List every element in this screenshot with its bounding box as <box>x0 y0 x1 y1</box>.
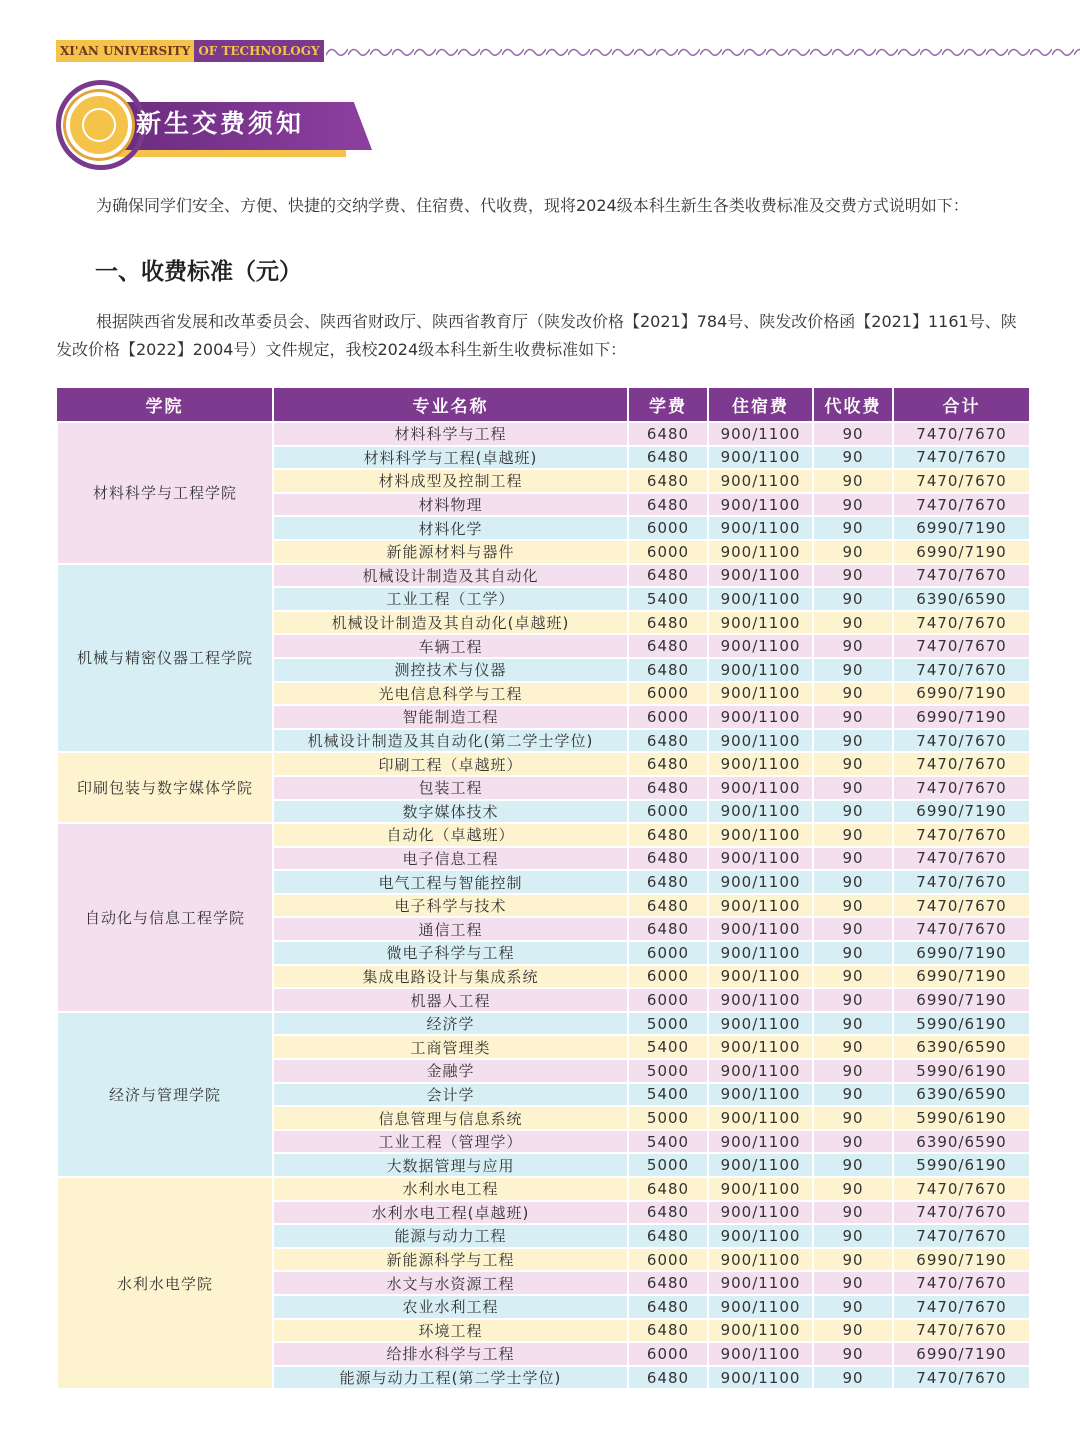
tuition-cell: 6480 <box>628 894 708 918</box>
agency-fee-cell: 90 <box>813 516 893 540</box>
dorm-fee-cell: 900/1100 <box>708 516 813 540</box>
tuition-cell: 5400 <box>628 1130 708 1154</box>
dorm-fee-cell: 900/1100 <box>708 988 813 1012</box>
agency-fee-cell: 90 <box>813 1035 893 1059</box>
agency-fee-cell: 90 <box>813 1319 893 1343</box>
dorm-fee-cell: 900/1100 <box>708 1012 813 1036</box>
dorm-fee-cell: 900/1100 <box>708 1319 813 1343</box>
tuition-cell: 6000 <box>628 941 708 965</box>
dorm-fee-cell: 900/1100 <box>708 446 813 470</box>
decorative-wave-border <box>326 43 1080 59</box>
agency-fee-cell: 90 <box>813 847 893 871</box>
college-cell: 机械与精密仪器工程学院 <box>57 564 273 753</box>
dorm-fee-cell: 900/1100 <box>708 540 813 564</box>
major-cell: 印刷工程（卓越班） <box>273 752 628 776</box>
major-cell: 水文与水资源工程 <box>273 1271 628 1295</box>
agency-fee-cell: 90 <box>813 1059 893 1083</box>
agency-fee-cell: 90 <box>813 469 893 493</box>
total-cell: 6990/7190 <box>893 1248 1029 1272</box>
dorm-fee-cell: 900/1100 <box>708 1177 813 1201</box>
total-cell: 6990/7190 <box>893 965 1029 989</box>
dorm-fee-cell: 900/1100 <box>708 1035 813 1059</box>
total-cell: 5990/6190 <box>893 1106 1029 1130</box>
tuition-cell: 6480 <box>628 752 708 776</box>
total-cell: 6990/7190 <box>893 941 1029 965</box>
dorm-fee-cell: 900/1100 <box>708 611 813 635</box>
fee-table <box>56 388 1029 1388</box>
major-cell: 工业工程（工学） <box>273 587 628 611</box>
agency-fee-cell: 90 <box>813 752 893 776</box>
tuition-cell: 5400 <box>628 1083 708 1107</box>
major-cell: 机械设计制造及其自动化(卓越班) <box>273 611 628 635</box>
college-cell: 印刷包装与数字媒体学院 <box>57 752 273 823</box>
tuition-cell: 6480 <box>628 847 708 871</box>
agency-fee-cell: 90 <box>813 894 893 918</box>
major-cell: 材料物理 <box>273 493 628 517</box>
dorm-fee-cell: 900/1100 <box>708 1224 813 1248</box>
major-cell: 经济学 <box>273 1012 628 1036</box>
major-cell: 水利水电工程 <box>273 1177 628 1201</box>
tuition-cell: 5400 <box>628 587 708 611</box>
dorm-fee-cell: 900/1100 <box>708 658 813 682</box>
tuition-cell: 6480 <box>628 870 708 894</box>
agency-fee-cell: 90 <box>813 870 893 894</box>
tuition-cell: 6480 <box>628 776 708 800</box>
tuition-cell: 6480 <box>628 1177 708 1201</box>
agency-fee-cell: 90 <box>813 1248 893 1272</box>
major-cell: 车辆工程 <box>273 634 628 658</box>
dorm-fee-cell: 900/1100 <box>708 564 813 588</box>
header-tuition: 学费 <box>628 388 708 422</box>
major-cell: 材料化学 <box>273 516 628 540</box>
college-cell: 水利水电学院 <box>57 1177 273 1388</box>
total-cell: 6390/6590 <box>893 1130 1029 1154</box>
title-underline <box>116 150 346 157</box>
total-cell: 7470/7670 <box>893 634 1029 658</box>
tuition-cell: 5000 <box>628 1012 708 1036</box>
agency-fee-cell: 90 <box>813 705 893 729</box>
dorm-fee-cell: 900/1100 <box>708 587 813 611</box>
tuition-cell: 6000 <box>628 800 708 824</box>
agency-fee-cell: 90 <box>813 446 893 470</box>
dorm-fee-cell: 900/1100 <box>708 752 813 776</box>
total-cell: 7470/7670 <box>893 917 1029 941</box>
agency-fee-cell: 90 <box>813 1106 893 1130</box>
section-title: 新生交费须知 <box>136 109 305 138</box>
major-cell: 智能制造工程 <box>273 705 628 729</box>
dorm-fee-cell: 900/1100 <box>708 705 813 729</box>
tuition-cell: 6000 <box>628 540 708 564</box>
table-header-row <box>57 388 1029 422</box>
agency-fee-cell: 90 <box>813 540 893 564</box>
tuition-cell: 6480 <box>628 658 708 682</box>
major-cell: 材料科学与工程 <box>273 422 628 446</box>
total-cell: 6990/7190 <box>893 516 1029 540</box>
agency-fee-cell: 90 <box>813 776 893 800</box>
tuition-cell: 6480 <box>628 493 708 517</box>
total-cell: 7470/7670 <box>893 611 1029 635</box>
dorm-fee-cell: 900/1100 <box>708 1153 813 1177</box>
total-cell: 7470/7670 <box>893 729 1029 753</box>
dorm-fee-cell: 900/1100 <box>708 729 813 753</box>
total-cell: 6990/7190 <box>893 705 1029 729</box>
tuition-cell: 6480 <box>628 823 708 847</box>
table-row <box>57 823 1029 847</box>
major-cell: 材料成型及控制工程 <box>273 469 628 493</box>
major-cell: 电子信息工程 <box>273 847 628 871</box>
dorm-fee-cell: 900/1100 <box>708 800 813 824</box>
major-cell: 自动化（卓越班） <box>273 823 628 847</box>
agency-fee-cell: 90 <box>813 1012 893 1036</box>
total-cell: 7470/7670 <box>893 1366 1029 1389</box>
agency-fee-cell: 90 <box>813 1366 893 1389</box>
agency-fee-cell: 90 <box>813 941 893 965</box>
header-total: 合计 <box>893 388 1029 422</box>
tuition-cell: 6000 <box>628 988 708 1012</box>
dorm-fee-cell: 900/1100 <box>708 1059 813 1083</box>
major-cell: 金融学 <box>273 1059 628 1083</box>
table-row <box>57 1177 1029 1201</box>
total-cell: 6990/7190 <box>893 1342 1029 1366</box>
total-cell: 7470/7670 <box>893 1295 1029 1319</box>
college-cell: 材料科学与工程学院 <box>57 422 273 564</box>
table-body <box>57 422 1029 1388</box>
agency-fee-cell: 90 <box>813 658 893 682</box>
total-cell: 7470/7670 <box>893 1177 1029 1201</box>
major-cell: 光电信息科学与工程 <box>273 682 628 706</box>
tuition-cell: 6000 <box>628 1248 708 1272</box>
agency-fee-cell: 90 <box>813 1295 893 1319</box>
agency-fee-cell: 90 <box>813 422 893 446</box>
brand-text-part1: XI'AN UNIVERSITY <box>56 40 194 62</box>
agency-fee-cell: 90 <box>813 823 893 847</box>
major-cell: 农业水利工程 <box>273 1295 628 1319</box>
table-row <box>57 1012 1029 1036</box>
fee-standard-heading: 一、收费标准（元） <box>95 259 302 285</box>
major-cell: 信息管理与信息系统 <box>273 1106 628 1130</box>
dorm-fee-cell: 900/1100 <box>708 682 813 706</box>
agency-fee-cell: 90 <box>813 1177 893 1201</box>
college-cell: 自动化与信息工程学院 <box>57 823 273 1012</box>
agency-fee-cell: 90 <box>813 587 893 611</box>
agency-fee-cell: 90 <box>813 917 893 941</box>
total-cell: 7470/7670 <box>893 847 1029 871</box>
total-cell: 6990/7190 <box>893 540 1029 564</box>
dorm-fee-cell: 900/1100 <box>708 1295 813 1319</box>
total-cell: 6990/7190 <box>893 988 1029 1012</box>
total-cell: 7470/7670 <box>893 658 1029 682</box>
major-cell: 能源与动力工程(第二学士学位) <box>273 1366 628 1389</box>
tuition-cell: 6480 <box>628 422 708 446</box>
dorm-fee-cell: 900/1100 <box>708 941 813 965</box>
major-cell: 机械设计制造及其自动化 <box>273 564 628 588</box>
agency-fee-cell: 90 <box>813 564 893 588</box>
dorm-fee-cell: 900/1100 <box>708 1366 813 1389</box>
agency-fee-cell: 90 <box>813 1130 893 1154</box>
dorm-fee-cell: 900/1100 <box>708 1201 813 1225</box>
agency-fee-cell: 90 <box>813 1201 893 1225</box>
tuition-cell: 6480 <box>628 1224 708 1248</box>
agency-fee-cell: 90 <box>813 1271 893 1295</box>
header-college: 学院 <box>57 388 273 422</box>
tuition-cell: 6000 <box>628 965 708 989</box>
agency-fee-cell: 90 <box>813 988 893 1012</box>
brand-text-part2: OF TECHNOLOGY <box>194 40 323 62</box>
total-cell: 6990/7190 <box>893 800 1029 824</box>
total-cell: 7470/7670 <box>893 870 1029 894</box>
major-cell: 机械设计制造及其自动化(第二学士学位) <box>273 729 628 753</box>
tuition-cell: 6480 <box>628 729 708 753</box>
total-cell: 7470/7670 <box>893 1201 1029 1225</box>
major-cell: 环境工程 <box>273 1319 628 1343</box>
tuition-cell: 6480 <box>628 1271 708 1295</box>
total-cell: 5990/6190 <box>893 1059 1029 1083</box>
dorm-fee-cell: 900/1100 <box>708 823 813 847</box>
tuition-cell: 6000 <box>628 682 708 706</box>
tuition-cell: 6480 <box>628 564 708 588</box>
tuition-cell: 6480 <box>628 1201 708 1225</box>
agency-fee-cell: 90 <box>813 682 893 706</box>
basis-paragraph: 根据陕西省发展和改革委员会、陕西省财政厅、陕西省教育厅（陕发改价格【2021】784号、陕发改价格函【2021】1161号、陕发改价格【2022】2004号）文件规定，我校2024级本科生新生收费标准如下： <box>56 312 1017 359</box>
dorm-fee-cell: 900/1100 <box>708 965 813 989</box>
dorm-fee-cell: 900/1100 <box>708 634 813 658</box>
tuition-cell: 6480 <box>628 634 708 658</box>
total-cell: 7470/7670 <box>893 422 1029 446</box>
tuition-cell: 5000 <box>628 1106 708 1130</box>
agency-fee-cell: 90 <box>813 1083 893 1107</box>
major-cell: 大数据管理与应用 <box>273 1153 628 1177</box>
total-cell: 6990/7190 <box>893 682 1029 706</box>
total-cell: 5990/6190 <box>893 1153 1029 1177</box>
tuition-cell: 6000 <box>628 516 708 540</box>
agency-fee-cell: 90 <box>813 1153 893 1177</box>
total-cell: 7470/7670 <box>893 1224 1029 1248</box>
major-cell: 数字媒体技术 <box>273 800 628 824</box>
total-cell: 5990/6190 <box>893 1012 1029 1036</box>
dorm-fee-cell: 900/1100 <box>708 1248 813 1272</box>
total-cell: 7470/7670 <box>893 752 1029 776</box>
major-cell: 微电子科学与工程 <box>273 941 628 965</box>
table-row <box>57 752 1029 776</box>
agency-fee-cell: 90 <box>813 1224 893 1248</box>
major-cell: 水利水电工程(卓越班) <box>273 1201 628 1225</box>
university-logo-icon <box>66 92 132 158</box>
table-row <box>57 564 1029 588</box>
tuition-cell: 6480 <box>628 446 708 470</box>
tuition-cell: 6480 <box>628 611 708 635</box>
dorm-fee-cell: 900/1100 <box>708 422 813 446</box>
dorm-fee-cell: 900/1100 <box>708 1130 813 1154</box>
agency-fee-cell: 90 <box>813 493 893 517</box>
major-cell: 工业工程（管理学） <box>273 1130 628 1154</box>
total-cell: 7470/7670 <box>893 776 1029 800</box>
dorm-fee-cell: 900/1100 <box>708 1083 813 1107</box>
total-cell: 6390/6590 <box>893 1083 1029 1107</box>
agency-fee-cell: 90 <box>813 800 893 824</box>
tuition-cell: 6480 <box>628 1366 708 1389</box>
total-cell: 7470/7670 <box>893 446 1029 470</box>
tuition-cell: 6000 <box>628 1342 708 1366</box>
tuition-cell: 6480 <box>628 1295 708 1319</box>
major-cell: 测控技术与仪器 <box>273 658 628 682</box>
intro-paragraph: 为确保同学们安全、方便、快捷的交纳学费、住宿费、代收费，现将2024级本科生新生各类收费标准及交费方式说明如下： <box>96 196 969 215</box>
total-cell: 7470/7670 <box>893 823 1029 847</box>
dorm-fee-cell: 900/1100 <box>708 870 813 894</box>
agency-fee-cell: 90 <box>813 729 893 753</box>
dorm-fee-cell: 900/1100 <box>708 1271 813 1295</box>
tuition-cell: 5400 <box>628 1035 708 1059</box>
tuition-cell: 6480 <box>628 469 708 493</box>
total-cell: 7470/7670 <box>893 1319 1029 1343</box>
university-brand-bar <box>56 40 324 62</box>
total-cell: 7470/7670 <box>893 493 1029 517</box>
header-dorm-fee: 住宿费 <box>708 388 813 422</box>
dorm-fee-cell: 900/1100 <box>708 917 813 941</box>
college-cell: 经济与管理学院 <box>57 1012 273 1177</box>
tuition-cell: 6000 <box>628 705 708 729</box>
tuition-cell: 5000 <box>628 1153 708 1177</box>
major-cell: 通信工程 <box>273 917 628 941</box>
major-cell: 新能源科学与工程 <box>273 1248 628 1272</box>
major-cell: 能源与动力工程 <box>273 1224 628 1248</box>
total-cell: 6390/6590 <box>893 1035 1029 1059</box>
major-cell: 材料科学与工程(卓越班) <box>273 446 628 470</box>
agency-fee-cell: 90 <box>813 611 893 635</box>
major-cell: 电气工程与智能控制 <box>273 870 628 894</box>
tuition-cell: 6480 <box>628 917 708 941</box>
total-cell: 7470/7670 <box>893 564 1029 588</box>
major-cell: 机器人工程 <box>273 988 628 1012</box>
total-cell: 6390/6590 <box>893 587 1029 611</box>
major-cell: 电子科学与技术 <box>273 894 628 918</box>
header-agency-fee: 代收费 <box>813 388 893 422</box>
tuition-cell: 6480 <box>628 1319 708 1343</box>
total-cell: 7470/7670 <box>893 894 1029 918</box>
major-cell: 包装工程 <box>273 776 628 800</box>
dorm-fee-cell: 900/1100 <box>708 469 813 493</box>
dorm-fee-cell: 900/1100 <box>708 847 813 871</box>
major-cell: 工商管理类 <box>273 1035 628 1059</box>
total-cell: 7470/7670 <box>893 469 1029 493</box>
header-major: 专业名称 <box>273 388 628 422</box>
table-row <box>57 422 1029 446</box>
total-cell: 7470/7670 <box>893 1271 1029 1295</box>
agency-fee-cell: 90 <box>813 965 893 989</box>
major-cell: 给排水科学与工程 <box>273 1342 628 1366</box>
dorm-fee-cell: 900/1100 <box>708 776 813 800</box>
dorm-fee-cell: 900/1100 <box>708 1106 813 1130</box>
major-cell: 集成电路设计与集成系统 <box>273 965 628 989</box>
dorm-fee-cell: 900/1100 <box>708 493 813 517</box>
logo-inner-ring <box>82 108 116 142</box>
major-cell: 新能源材料与器件 <box>273 540 628 564</box>
major-cell: 会计学 <box>273 1083 628 1107</box>
agency-fee-cell: 90 <box>813 634 893 658</box>
tuition-cell: 5000 <box>628 1059 708 1083</box>
dorm-fee-cell: 900/1100 <box>708 1342 813 1366</box>
dorm-fee-cell: 900/1100 <box>708 894 813 918</box>
agency-fee-cell: 90 <box>813 1342 893 1366</box>
